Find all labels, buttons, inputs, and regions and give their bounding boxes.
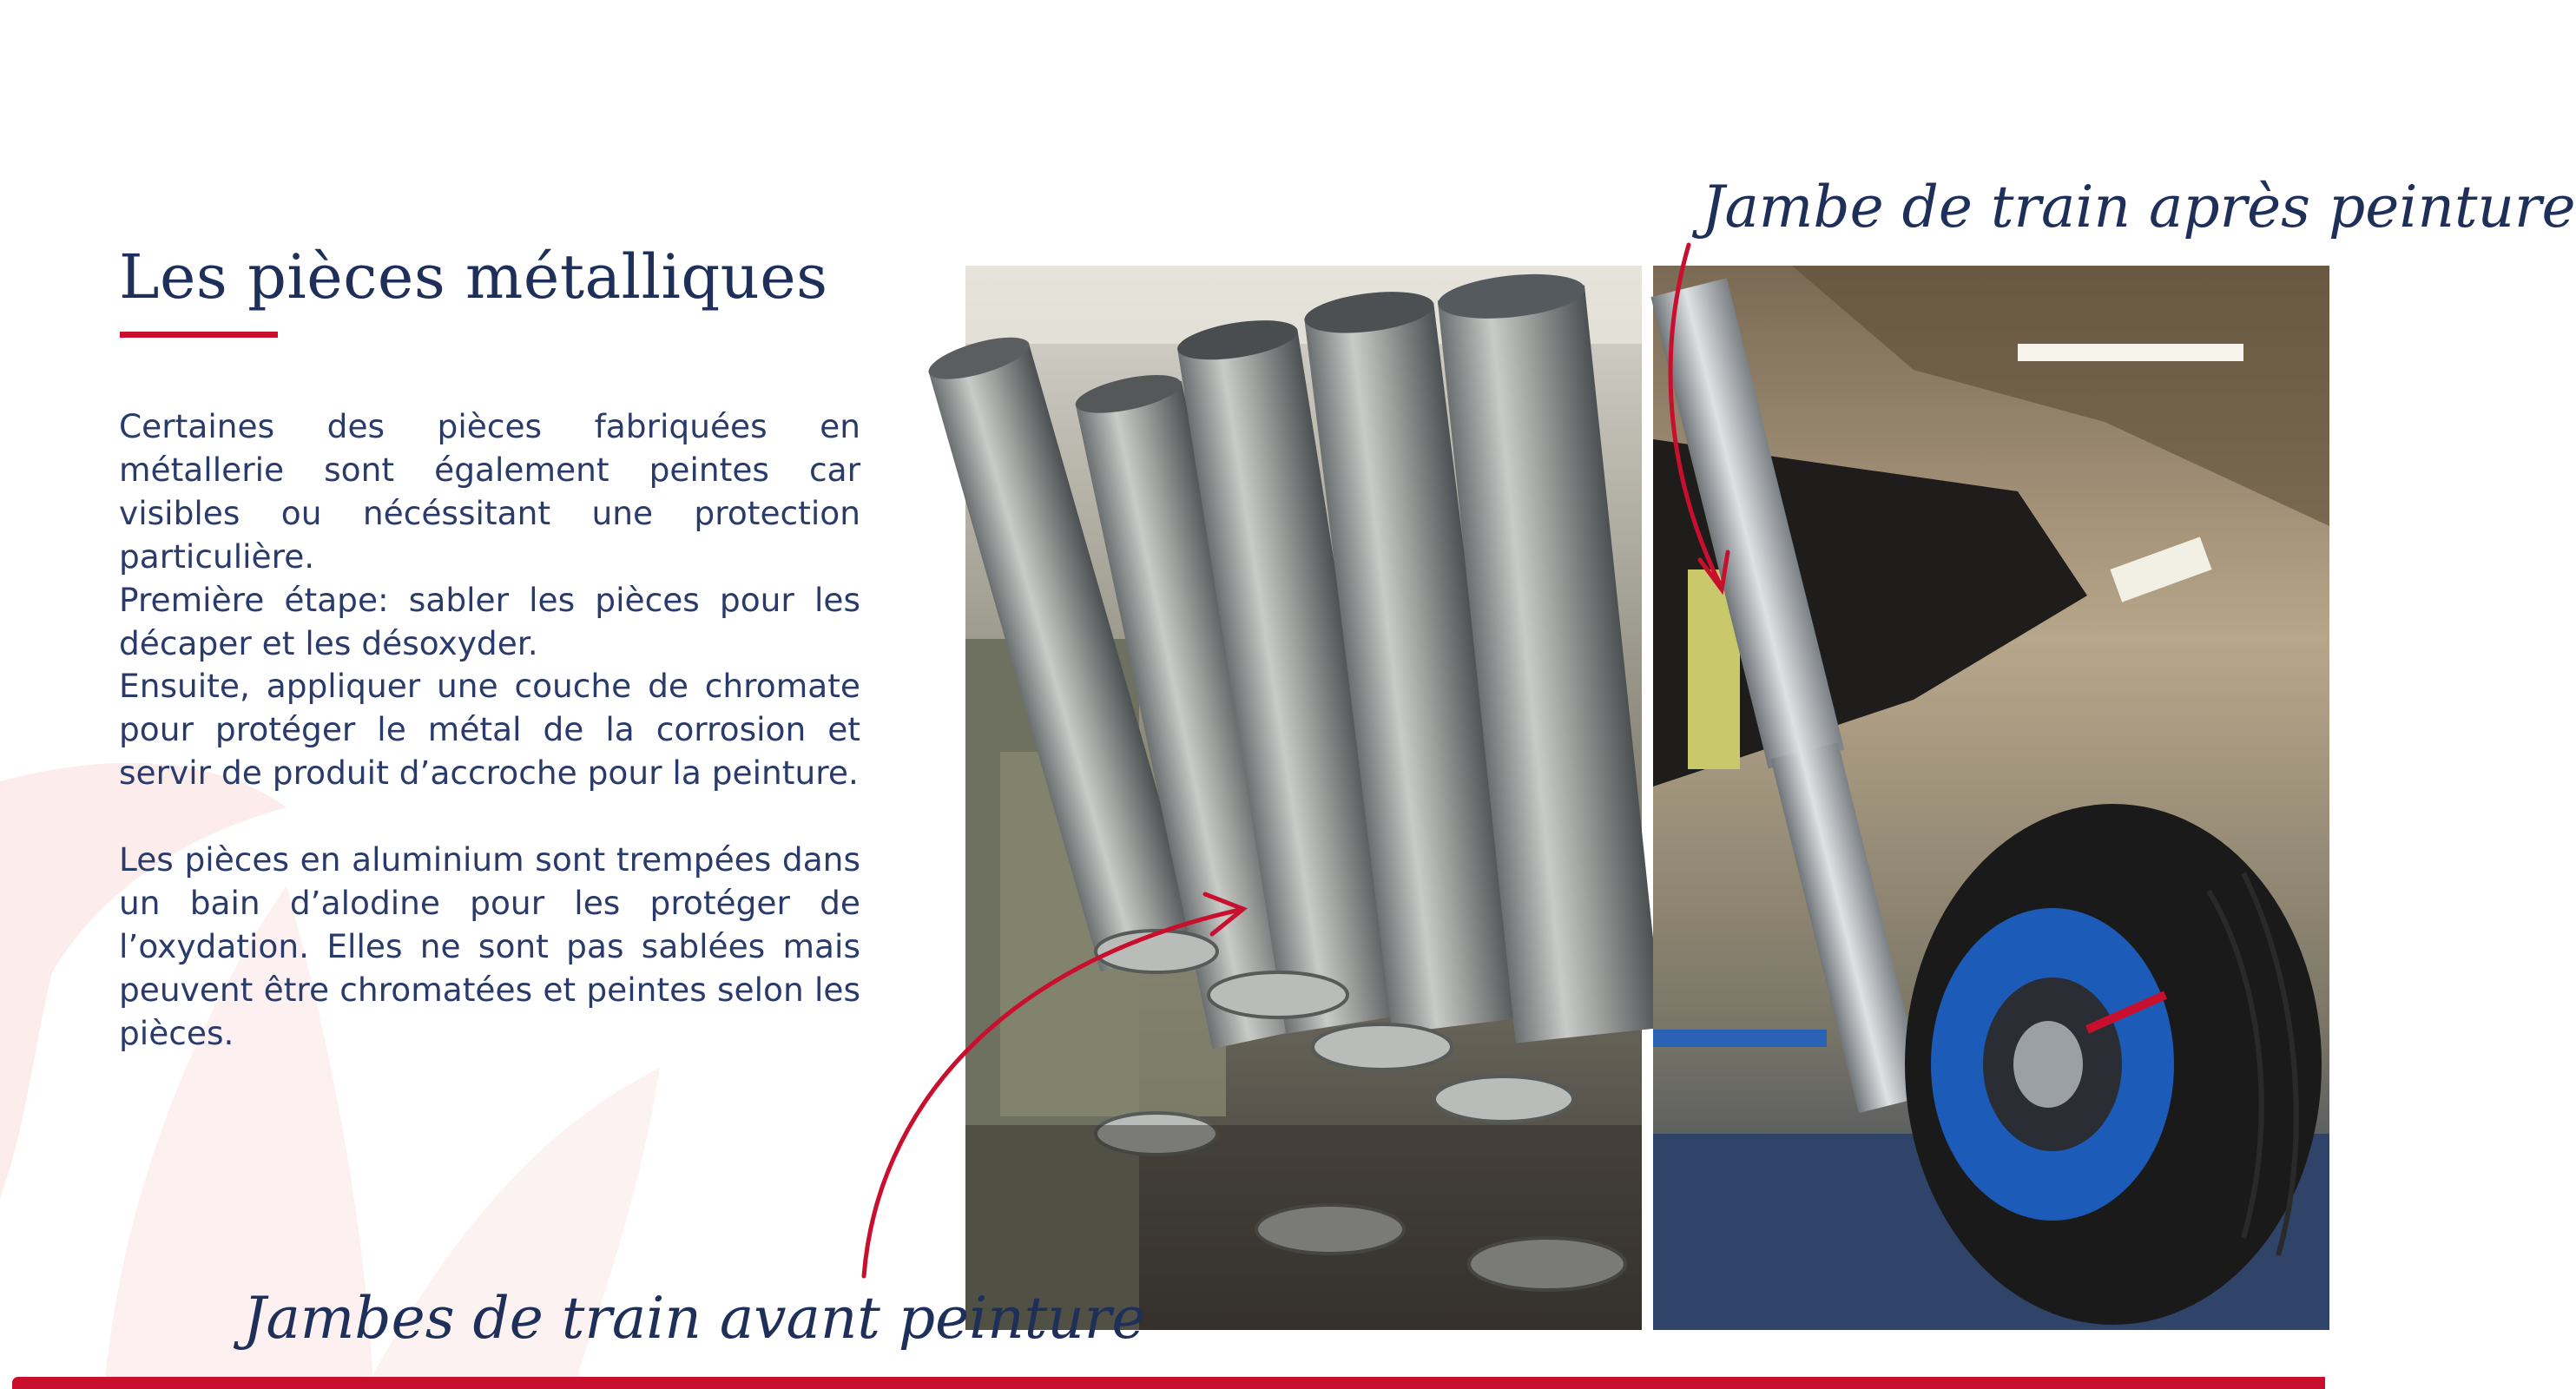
paragraph-step-2: Ensuite, appliquer une couche de chromate pour protéger le métal de la corrosion et servir de produit d’accroche pour la peinture. xyxy=(119,667,860,793)
photo-painted-landing-gear xyxy=(1653,266,2329,1330)
photo-unpainted-landing-gear xyxy=(965,266,1642,1330)
caption-before-painting: Jambes de train avant peinture xyxy=(243,1285,1146,1352)
body-text xyxy=(119,405,860,1056)
paragraph-intro: Certaines des pièces fabriquées en métallerie sont également peintes car visibles ou nécéssitant une protection particulière. xyxy=(119,407,860,576)
page-title: Les pièces métalliques xyxy=(119,241,828,313)
paragraph-gap xyxy=(119,795,860,839)
paragraph-aluminium: Les pièces en aluminium sont trempées dans un bain d’alodine pour les protéger de l’oxydation. Elles ne sont pas sablées mais peuvent être chromatées et peintes selon les pièces. xyxy=(119,840,860,1052)
footer-accent-bar xyxy=(12,1377,2325,1389)
title-underline xyxy=(120,332,278,338)
paragraph-step-1: Première étape: sabler les pièces pour les décaper et les désoxyder. xyxy=(119,580,860,662)
caption-after-painting: Jambe de train après peinture xyxy=(1702,174,2576,240)
